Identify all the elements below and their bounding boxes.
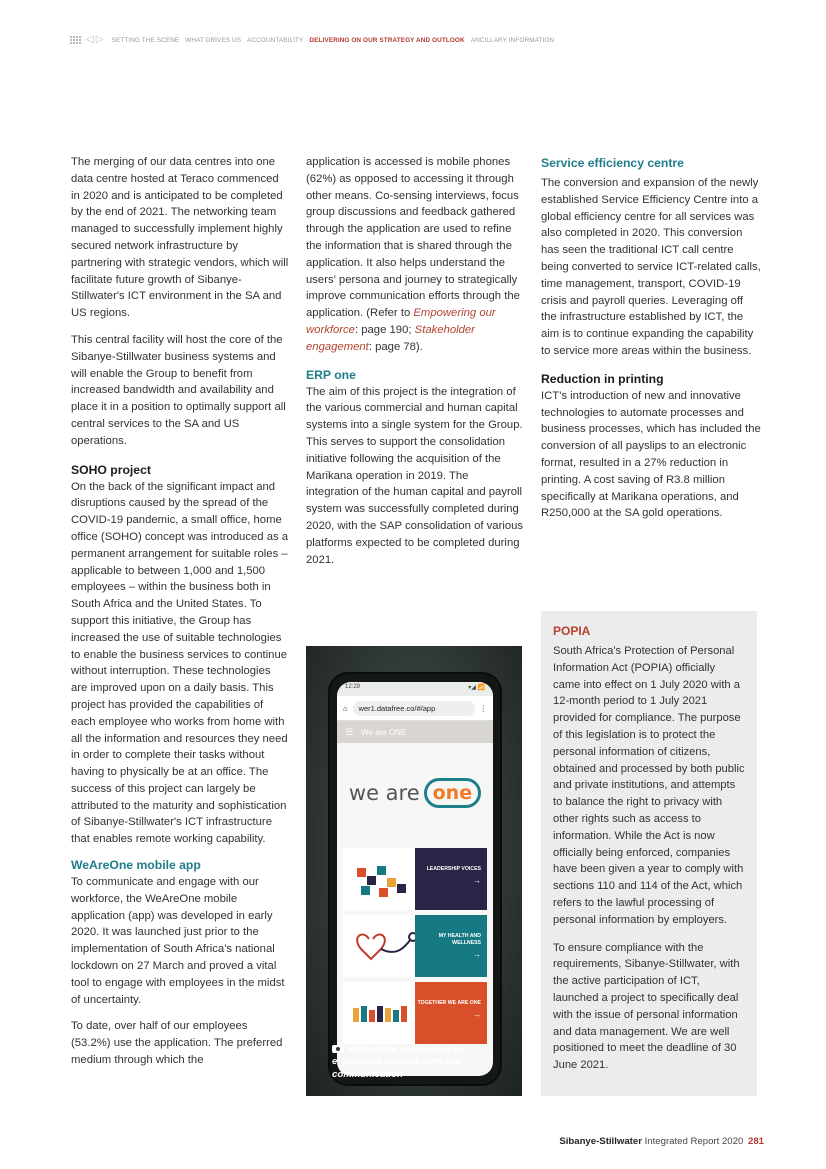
- weareone-app-photo: [306, 646, 522, 1096]
- column-three: [541, 154, 761, 522]
- footer-brand: Sibanye-Stillwater: [559, 1136, 642, 1147]
- app-header: [337, 721, 493, 743]
- weareone-paragraph-2: To date, over half of our employees (53.2%) use the application. The preferred medium through which the: [71, 1020, 283, 1067]
- logo-text: we are: [348, 781, 420, 805]
- soho-paragraph: On the back of the significant impact and disruptions caused by the spread of the COVID-19 pandemic, a small office, home office (SOHO) concept was introduced as a permanent arrangement for suitable roles – applicable to between 1,000 and 1,500 employees – within the business both in South Africa and the United States. To support this initiative, the Group has increased the use of suitable technologies to enable the business services to continue without interruption. These technologies are improved upon on a daily basis. This project has provided the capabilities of each employee who works from home with all the information and resources they need in order to complete their tasks without having to physically be at an office. The success of this project can largely be attributed to the maturity and sophistication of Sibanye-Stillwater's ICT infrastructure that enables remote working capability.: [71, 480, 289, 846]
- status-time: 12:29: [345, 684, 361, 690]
- page-footer: [559, 1136, 764, 1147]
- popia-sidebar-box: [541, 611, 757, 1096]
- photo-caption: [332, 1044, 512, 1081]
- together-band: [415, 982, 487, 1044]
- stakeholder-engagement-link[interactable]: Stakeholder engagement: [306, 323, 475, 353]
- nav-icons: [70, 35, 106, 45]
- section-navigation: [70, 33, 560, 47]
- arrow-right-icon: →: [473, 876, 481, 885]
- logo-one: one: [424, 778, 481, 808]
- weareone-paragraph-1: To communicate and engage with our workforce, the WeAreOne mobile application (app) was developed in early 2020. It was launched just prior to the implementation of South Africa's national lockdown on 27 March and proved a vital tool to engage with employees in the midst of uncertainty.: [71, 876, 285, 1006]
- soho-heading: SOHO project: [71, 462, 151, 477]
- app-access-text: application is accessed is mobile phones (62%) as opposed to accessing it through other means. Co-sensing interviews, focus group discussions and feedback gathered through the application are used to refine the information that is shared through the application. It also helps understand the users' persona and journey to strategically improve communication efforts through the application. (Refer to: [306, 156, 520, 320]
- weareone-heading: WeAreOne mobile app: [71, 858, 201, 873]
- phone-status-bar: [337, 682, 493, 696]
- home-icon: ⌂: [343, 703, 348, 713]
- nav-accountability[interactable]: ACCOUNTABILITY: [247, 36, 304, 44]
- app-logo-area: [337, 743, 493, 843]
- contents-grid-icon[interactable]: [70, 36, 83, 45]
- service-efficiency-heading: Service efficiency centre: [541, 156, 684, 170]
- url-text: wer1.datafree.co/#/app: [353, 701, 475, 716]
- app-title: We are ONE: [361, 727, 407, 737]
- page-number: 281: [747, 1136, 764, 1147]
- health-wellness-label: MY HEALTH AND WELLNESS: [438, 933, 481, 946]
- browser-url-bar: [337, 696, 493, 721]
- printing-heading: Reduction in printing: [541, 371, 664, 386]
- printing-paragraph: ICT's introduction of new and innovative technologies to automate processes and business processes, which has included the conversion of all payslips to an electronic format, resulted in a 27% reduction in printing. A cost saving of R3.8 million specifically at Marikana operations, and R250,000 at the SA gold operations.: [541, 389, 761, 520]
- erp-paragraph: The aim of this project is the integration of the various commercial and human capital systems into a single system for the Group. This serves to support the consolidation initiative following the acquisition of the Marikana operation in 2019. The integration of the human capital and payroll system was successfully completed during 2020, with the SAP consolidation of various platforms expected to be completed during 2021.: [306, 385, 524, 566]
- nav-what-drives-us[interactable]: WHAT DRIVES US: [185, 36, 242, 44]
- app-access-paragraph: [306, 154, 524, 356]
- arrow-right-icon: →: [473, 1010, 481, 1019]
- phone-screen: [337, 682, 493, 1076]
- together-we-are-one-card: [343, 982, 487, 1044]
- hamburger-menu-icon: ☰: [345, 726, 354, 737]
- erp-heading: ERP one: [306, 367, 356, 382]
- health-wellness-card: [343, 915, 487, 977]
- next-page-icon[interactable]: ▷: [95, 34, 104, 45]
- weareone-logo: [349, 778, 481, 808]
- nav-delivering-on-strategy[interactable]: DELIVERING ON OUR STRATEGY AND OUTLOOK: [309, 36, 465, 44]
- page-ref-text: : page 190;: [354, 323, 415, 336]
- previous-page-icon[interactable]: ◁: [86, 34, 94, 45]
- together-label: TOGETHER WE ARE ONE: [417, 1000, 481, 1006]
- arrow-right-icon: →: [473, 950, 481, 959]
- column-two: [306, 154, 524, 568]
- service-efficiency-paragraph: The conversion and expansion of the newly established Service Efficiency Centre into a global efficiency centre for all services was also completed in 2020. This conversion has seen the traditional ICT call centre being converted to service ICT-related calls, time management, transport, COVID-19 crisis and payroll queries. Leveraging off the infrastructure established by ICT, the aim is to continue expanding the capability to service more areas within the business.: [541, 177, 761, 357]
- popia-paragraph-1: South Africa's Protection of Personal Information Act (POPIA) officially came into effect on 1 July 2020 with a 12-month period to 1 July 2021 provided for compliance. The purpose of this legislation is to protect the personal information of citizens, obtained and processed by both public and private institutions, and attempts to balance the right to privacy with other rights such as access to information. While the Act is now officially being enforced, companies have been given a year to comply with sections 110 and 114 of the Act, which refers to the lawful processing of personal information by employers.: [553, 645, 745, 926]
- leadership-voices-label: LEADERSHIP VOICES: [426, 866, 481, 872]
- nav-setting-the-scene[interactable]: SETTING THE SCENE: [111, 36, 180, 44]
- camera-icon: [332, 1045, 344, 1053]
- status-icons: ▾◢ 📶: [468, 685, 485, 691]
- data-centre-paragraph: The merging of our data centres into one data centre hosted at Teraco commenced in 2020 and is anticipated to be completed by the end of 2021. The networking team managed to successfully implement highly secured network infrastructure by partnering with strategic vendors, which will facilitate future growth of Sibanye-Stillwater's ICT environment in the SA and US regions.: [71, 156, 289, 320]
- caption-text: WeAreOne application for employees enables effective communication: [332, 1044, 466, 1080]
- page-ref-end-text: : page 78).: [368, 340, 423, 353]
- central-facility-paragraph: This central facility will host the core of the Sibanye-Stillwater business systems and will enable the Group to benefit from increased bandwidth and availability and place it in a position to optimally support all central services to the SA and US operations.: [71, 333, 286, 447]
- footer-report-title: Integrated Report 2020: [644, 1136, 744, 1147]
- browser-menu-icon: ⋮: [479, 703, 487, 713]
- health-wellness-band: [415, 915, 487, 977]
- leadership-voices-band: [415, 848, 487, 910]
- phone-image: [328, 672, 502, 1086]
- empowering-workforce-link[interactable]: Empowering our workforce: [306, 307, 496, 336]
- popia-heading: POPIA: [553, 624, 591, 638]
- nav-ancillary-information[interactable]: ANCILLARY INFORMATION: [470, 36, 555, 44]
- column-one: [71, 154, 289, 1069]
- popia-paragraph-2: To ensure compliance with the requirements, Sibanye-Stillwater, with the active participation of ICT, launched a project to specifically deal with the issue of personal information and data management. We are well positioned to meet the deadline of 30 June 2021.: [553, 941, 740, 1072]
- leadership-voices-card: [343, 848, 487, 910]
